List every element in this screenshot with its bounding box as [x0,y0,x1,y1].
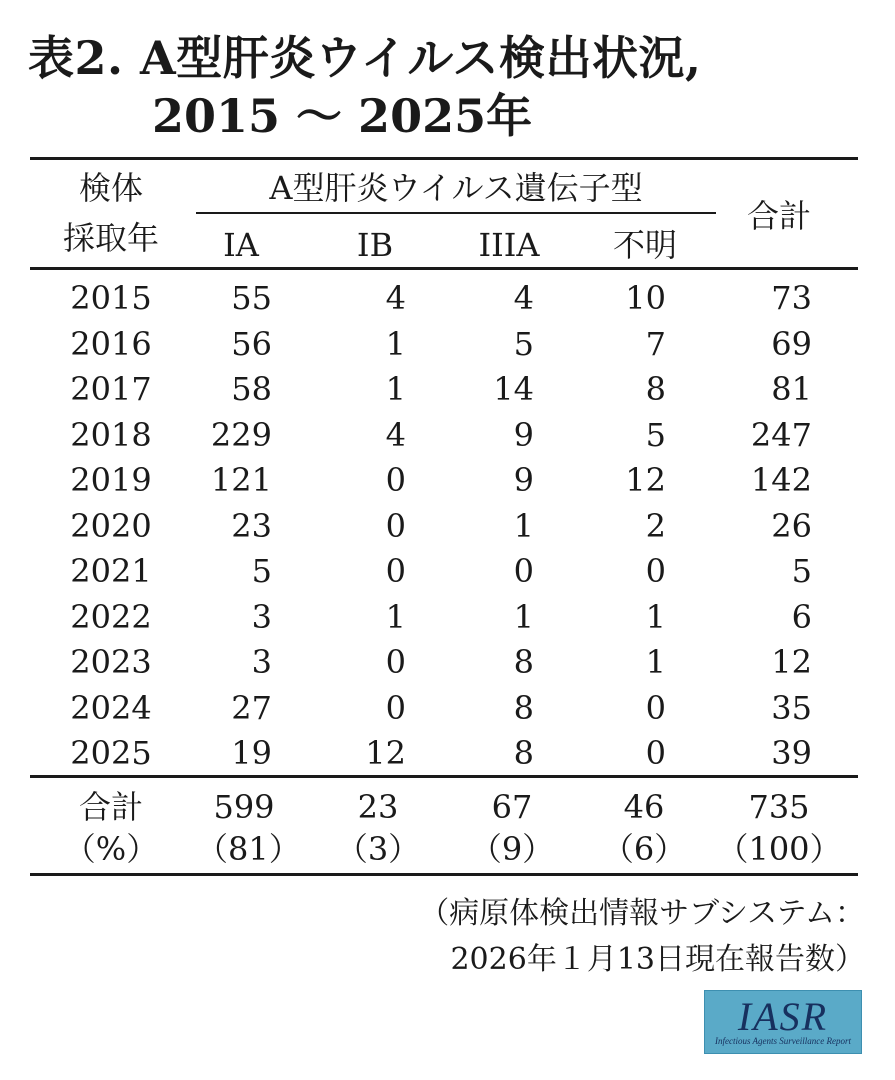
bottom-rule [30,873,858,876]
cell-unknown: 1 [645,643,666,681]
row-year: 2016 [70,325,152,363]
cell-total: 142 [750,461,812,499]
row-year: 2019 [70,461,152,499]
cell-iiia: 0 [513,552,534,590]
genotype-group-header: A型肝炎ウイルス遺伝子型 [269,169,643,207]
cell-total: 39 [771,734,812,772]
genotype-header-ib: IB [356,226,394,264]
cell-unknown: 5 [645,416,666,454]
row-year: 2021 [70,552,152,590]
source-note-line2: 2026年１月13日現在報告数） [450,942,865,977]
cell-ib: 0 [385,461,406,499]
cell-ia: 56 [231,325,272,363]
header-rule [30,267,858,270]
percent-ib: （3） [335,830,421,868]
logo-subtitle: Infectious Agents Surveillance Report [714,1036,852,1046]
genotype-header-ia: IA [223,226,259,264]
cell-unknown: 0 [645,734,666,772]
cell-ib: 0 [385,689,406,727]
row-year: 2024 [70,689,152,727]
cell-iiia: 4 [513,279,534,317]
cell-unknown: 7 [645,325,666,363]
top-rule [30,157,858,160]
cell-ib: 4 [385,416,406,454]
genotype-group-rule [196,212,716,214]
percent-total: （100） [716,830,842,868]
cell-iiia: 1 [513,507,534,545]
iasr-logo [704,990,862,1054]
row-year: 2022 [70,598,152,636]
cell-ia: 58 [231,370,272,408]
row-year: 2020 [70,507,152,545]
cell-ib: 12 [365,734,406,772]
cell-unknown: 10 [625,279,666,317]
percent-ia: （81） [196,830,301,868]
percent-iiia: （9） [469,830,555,868]
cell-ib: 1 [385,598,406,636]
cell-iiia: 9 [513,416,534,454]
total-unknown: 46 [623,788,665,826]
table-title-period: 2015 ～ 2025年 [152,89,533,143]
body-rule [30,775,858,778]
cell-unknown: 2 [645,507,666,545]
year-header-line1: 検体 [78,169,143,207]
total-ib: 23 [357,788,399,826]
cell-ia: 3 [251,643,272,681]
cell-total: 5 [791,552,812,590]
cell-total: 6 [791,598,812,636]
cell-iiia: 8 [513,734,534,772]
year-header-line2: 採取年 [62,219,159,257]
row-year: 2025 [70,734,152,772]
cell-ib: 0 [385,552,406,590]
cell-unknown: 0 [645,552,666,590]
cell-iiia: 8 [513,689,534,727]
total-ia: 599 [213,788,275,826]
cell-iiia: 8 [513,643,534,681]
genotype-header-unknown: 不明 [612,226,677,264]
cell-total: 35 [771,689,812,727]
percent-unknown: （6） [601,830,687,868]
row-year: 2018 [70,416,152,454]
cell-unknown: 12 [625,461,666,499]
cell-ia: 121 [210,461,272,499]
cell-total: 12 [771,643,812,681]
cell-ib: 1 [385,370,406,408]
logo-text: IASR [737,994,829,1039]
grand-total: 735 [748,788,810,826]
cell-ib: 1 [385,325,406,363]
percent-label: （%） [63,830,159,868]
table-title: 表2. A型肝炎ウイルス検出状況, [28,31,702,85]
cell-ib: 0 [385,507,406,545]
cell-ib: 0 [385,643,406,681]
cell-total: 69 [771,325,812,363]
cell-total: 73 [771,279,812,317]
cell-ia: 23 [231,507,272,545]
cell-ia: 5 [251,552,272,590]
cell-ib: 4 [385,279,406,317]
cell-unknown: 8 [645,370,666,408]
source-note-line1: （病原体検出情報サブシステム： [419,896,865,931]
row-year: 2023 [70,643,152,681]
cell-iiia: 5 [513,325,534,363]
cell-iiia: 1 [513,598,534,636]
cell-total: 81 [771,370,812,408]
total-iiia: 67 [491,788,533,826]
cell-iiia: 9 [513,461,534,499]
cell-ia: 3 [251,598,272,636]
genotype-header-iiia: IIIA [478,226,540,264]
cell-ia: 27 [231,689,272,727]
cell-total: 26 [771,507,812,545]
total-header: 合計 [746,197,811,235]
row-year: 2017 [70,370,152,408]
cell-iiia: 14 [493,370,534,408]
cell-total: 247 [750,416,812,454]
cell-unknown: 0 [645,689,666,727]
cell-ia: 19 [231,734,272,772]
cell-ia: 55 [231,279,272,317]
cell-unknown: 1 [645,598,666,636]
totals-label: 合計 [78,788,143,826]
cell-ia: 229 [210,416,272,454]
row-year: 2015 [70,279,152,317]
